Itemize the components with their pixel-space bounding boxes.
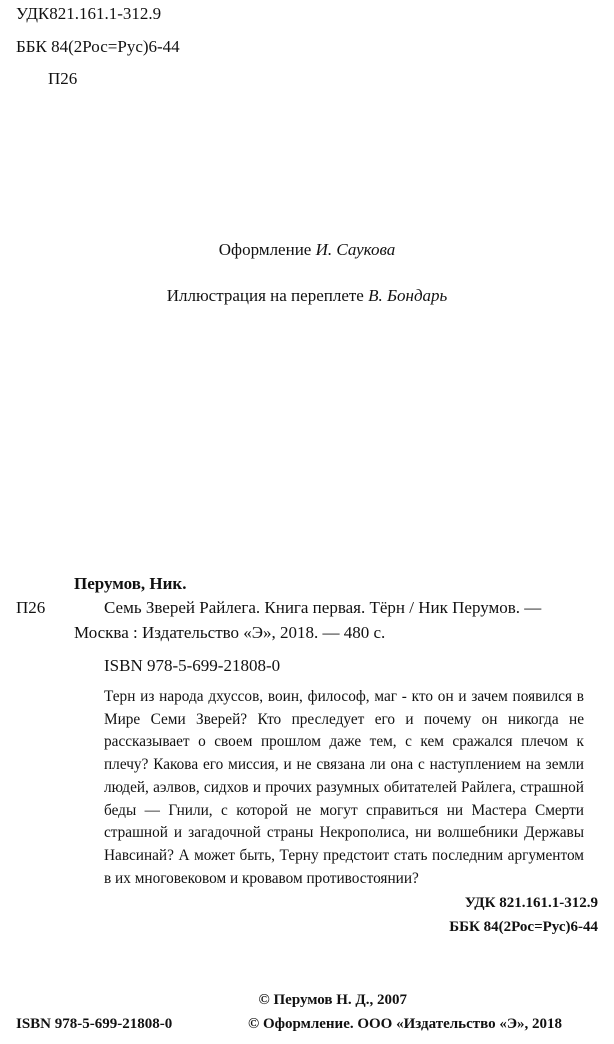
design-credit: [0, 240, 614, 260]
bbk-code: ББК 84(2Рос=Рус)6-44: [16, 37, 180, 56]
copyright-design: © Оформление. ООО «Издательство «Э», 2018: [248, 1016, 563, 1032]
footer-isbn: ISBN 978-5-699-21808-0: [16, 1016, 173, 1032]
design-name: И. Саукова: [315, 240, 396, 259]
illustration-label: Иллюстрация на переплете: [166, 286, 364, 305]
annotation-text: Терн из народа дхуссов, воин, философ, маг - кто он и зачем появился в Мире Семи Зверей? Кто преследует его и почему он никогда не рассказывает о своем прошлом даже тем, с кем сражался плечом к плечу? Какова его миссия, и не связана ли она с наступлением на земли людей, аэлвов, сидхов и прочих разумных обитателей Райлега, страшной беды — Гнили, с которой не могут справиться ни Мастера Смерти страшной и загадочной страны Некрополиса, ни волшебники Державы Навсинай? А может быть, Терну предстоит стать последним аргументом в их многовековом и кровавом противостоянии?: [104, 688, 584, 887]
footer-bbk: ББК 84(2Рос=Рус)6-44: [449, 919, 598, 935]
bib-isbn: ISBN 978-5-699-21808-0: [104, 656, 281, 675]
footer-udk: УДК 821.161.1-312.9: [464, 895, 598, 911]
bib-title-line-2: Москва : Издательство «Э», 2018. — 480 с.: [74, 623, 386, 642]
bib-title-line-1: Семь Зверей Райлега. Книга первая. Тёрн / Ник Перумов. —: [104, 598, 542, 617]
bib-author-mark: П26: [16, 598, 46, 617]
copyright-author: © Перумов Н. Д., 2007: [258, 992, 407, 1008]
udk-code: УДК821.161.1-312.9: [16, 4, 162, 23]
bib-author: Перумов, Ник.: [74, 574, 187, 593]
illustration-name: В. Бондарь: [368, 286, 448, 305]
author-mark: П26: [48, 69, 78, 88]
illustration-credit: [0, 286, 614, 306]
design-label: Оформление: [218, 240, 312, 259]
